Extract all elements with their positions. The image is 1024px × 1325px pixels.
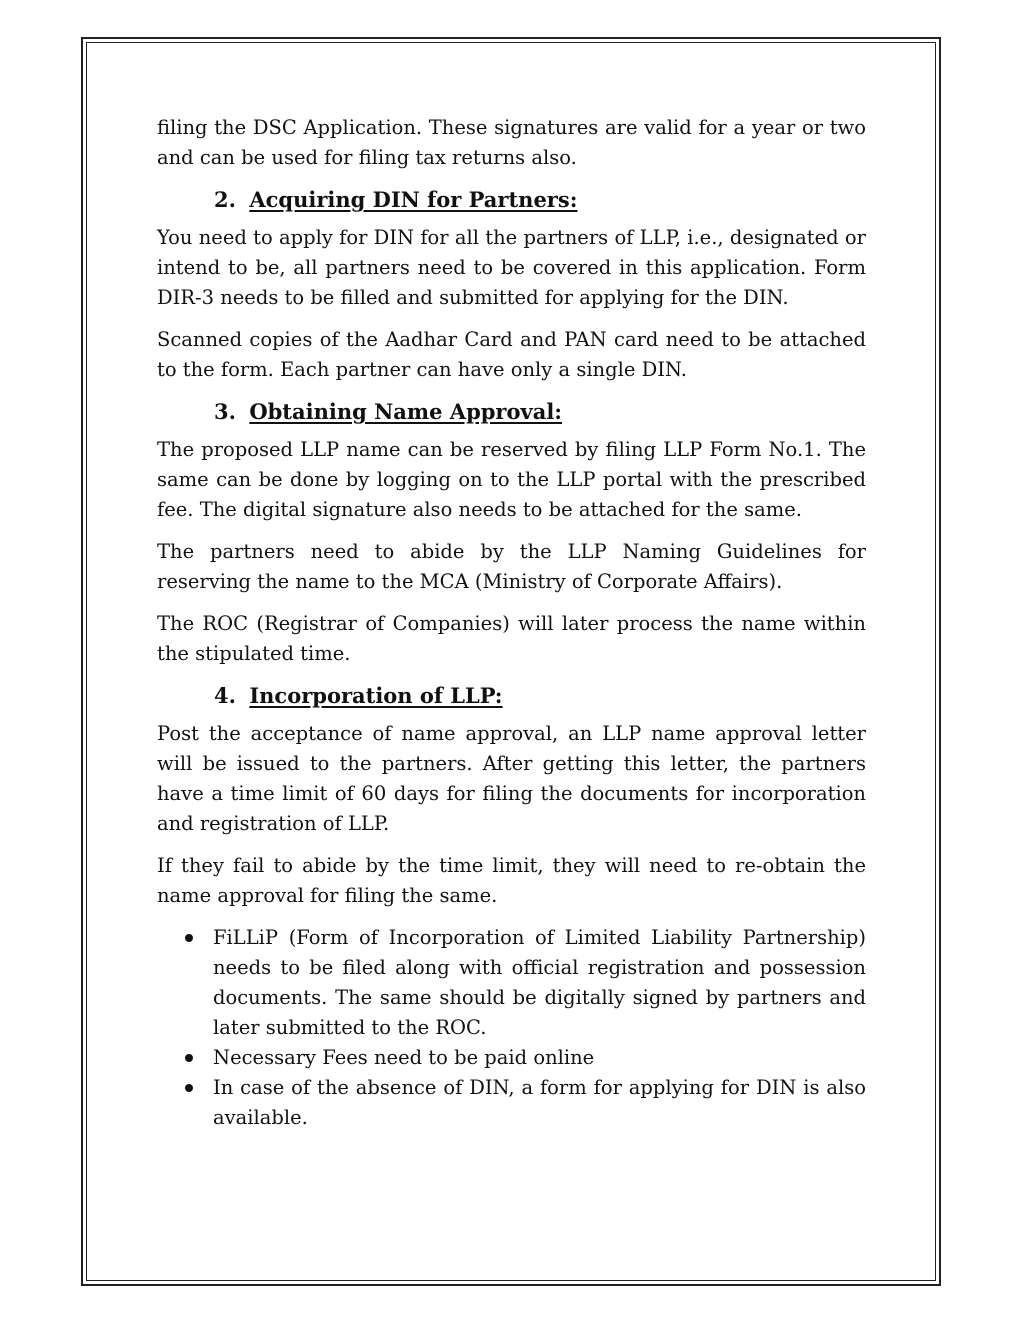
- section-2-paragraph: Scanned copies of the Aadhar Card and PAN card need to be attached to the form. Each partner can have only a single DIN.: [157, 328, 866, 381]
- section-3-paragraph: The partners need to abide by the LLP Naming Guidelines for reserving the name to the MCA (Ministry of Corporate Affairs).: [157, 540, 866, 593]
- section-2-number: 2.: [214, 187, 236, 212]
- section-3-paragraph: The ROC (Registrar of Companies) will later process the name within the stipulated time.: [157, 612, 866, 665]
- section-3-number: 3.: [214, 399, 236, 424]
- section-4-heading: [157, 681, 866, 711]
- section-2-paragraph: You need to apply for DIN for all the partners of LLP, i.e., designated or intend to be, all partners need to be covered in this application. Form DIR-3 needs to be filled and submitted for applying for the DIN.: [157, 226, 866, 309]
- bullet-text: FiLLiP (Form of Incorporation of Limited Liability Partnership) needs to be filed along with official registration and possession documents. The same should be digitally signed by partners and later submitted to the ROC.: [213, 926, 866, 1039]
- section-2-title: Acquiring DIN for Partners:: [249, 187, 578, 212]
- section-3-heading: [157, 397, 866, 427]
- bullet-dot-icon: [185, 1084, 193, 1092]
- document-body: [157, 113, 866, 1133]
- bullet-dot-icon: [185, 1054, 193, 1062]
- bullet-dot-icon: [185, 934, 193, 942]
- section-3-title: Obtaining Name Approval:: [249, 399, 563, 424]
- section-4-bullet-list: [157, 923, 866, 1133]
- bullet-item: [213, 1043, 866, 1073]
- section-4-paragraph: If they fail to abide by the time limit, they will need to re-obtain the name approval for filing the same.: [157, 854, 866, 907]
- intro-paragraph: filing the DSC Application. These signatures are valid for a year or two and can be used for filing tax returns also.: [157, 116, 866, 169]
- section-4-number: 4.: [214, 683, 236, 708]
- bullet-text: In case of the absence of DIN, a form for applying for DIN is also available.: [213, 1076, 866, 1129]
- bullet-item: [213, 923, 866, 1043]
- section-4-paragraph: Post the acceptance of name approval, an LLP name approval letter will be issued to the partners. After getting this letter, the partners have a time limit of 60 days for filing the documents for incorporation and registration of LLP.: [157, 722, 866, 835]
- section-4-title: Incorporation of LLP:: [249, 683, 503, 708]
- bullet-item: [213, 1073, 866, 1133]
- bullet-text: Necessary Fees need to be paid online: [213, 1046, 595, 1069]
- section-3-paragraph: The proposed LLP name can be reserved by filing LLP Form No.1. The same can be done by logging on to the LLP portal with the prescribed fee. The digital signature also needs to be attached for the same.: [157, 438, 866, 521]
- section-2-heading: [157, 185, 866, 215]
